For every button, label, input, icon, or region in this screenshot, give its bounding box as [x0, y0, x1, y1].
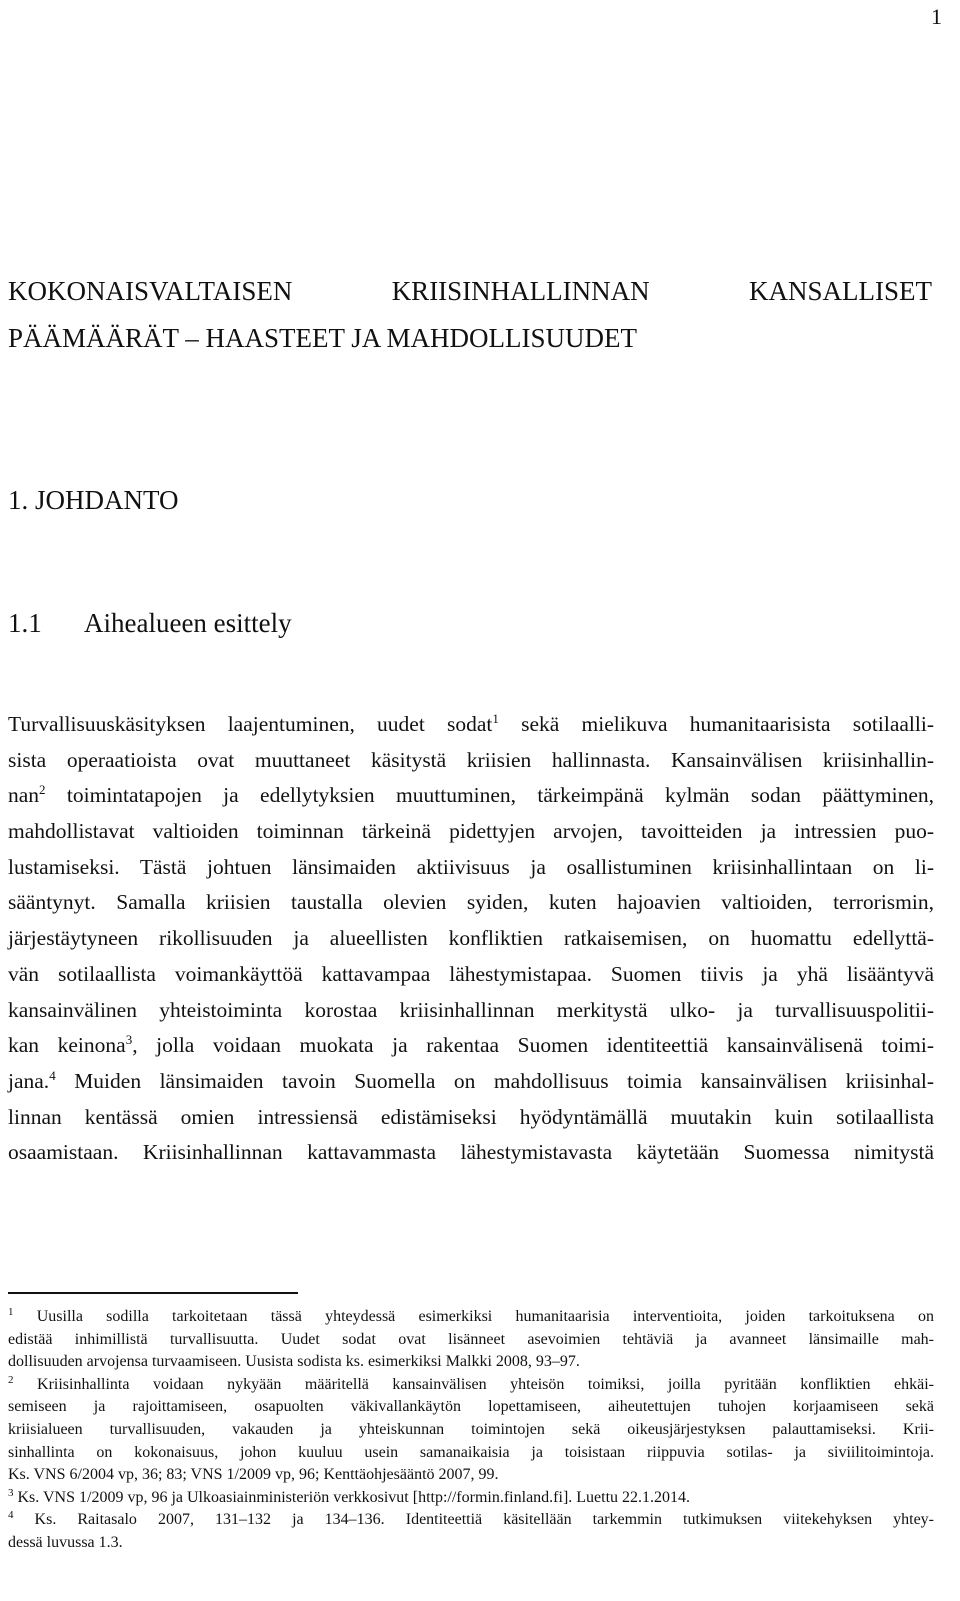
- footnote-ref[interactable]: 3: [125, 1032, 133, 1048]
- footnotes: [8, 1306, 934, 1555]
- subsection-number: 1.1: [8, 608, 42, 638]
- footnote-1-line: $^1$ Uusilla sodilla tarkoitetaan tässä yhteydessä esimerkiksi humanitaarisia interventioita, joiden tarkoituksena on: [8, 1306, 934, 1325]
- page-number: 1: [931, 4, 942, 29]
- body-line: jana.$^4$ Muiden länsimaiden tavoin Suomella on mahdollisuus toimia kansainvälisen kriisinhal-: [8, 1067, 934, 1093]
- footnote-marker: 3: [8, 1486, 14, 1499]
- body-line: järjestäytyneen rikollisuuden ja alueellisten konfliktien ratkaisemisen, on huomattu edellyttä-: [8, 926, 934, 951]
- footnote-2-line: semiseen ja rajoittamiseen, osapuolten väkivallankäytön lopettamiseen, aiheutettujen tuhojen korjaamiseen sekä: [8, 1398, 934, 1416]
- body-line: kansainvälinen yhteistoiminta korostaa kriisinhallinnan merkitystä ulko- ja turvallisuuspolitii-: [8, 997, 934, 1022]
- body-line: lustamiseksi. Tästä johtuen länsimaiden aktiivisuus ja osallistuminen kriisinhallintaan on li-: [8, 854, 934, 879]
- footnote-separator: [8, 1292, 298, 1294]
- footnote-1-line: dollisuuden arvojensa turvaamiseen. Uusista sodista ks. esimerkiksi Malkki 2008, 93–97.: [8, 1353, 580, 1371]
- body-line: sista operaatioista ovat muuttaneet käsitystä kriisien hallinnasta. Kansainvälisen kriisinhallin-: [8, 747, 934, 772]
- footnote-2-line: sinhallinta on kokonaisuus, johon kuuluu usein samanaikaisia ja toisistaan riippuvia sotilas- ja siviilitoimintoja.: [8, 1443, 934, 1461]
- body-line: sääntynyt. Samalla kriisien taustalla olevien syiden, kuten hajoavien valtioiden, terrorismin,: [8, 890, 934, 915]
- subsection-title: Aihealueen esittely: [84, 608, 292, 638]
- footnote-ref[interactable]: 1: [492, 711, 499, 726]
- footnote-2-line: Ks. VNS 6/2004 vp, 36; 83; VNS 1/2009 vp, 96; Kenttäohjesääntö 2007, 99.: [8, 1466, 499, 1484]
- body-line: nan$^2$ toimintatapojen ja edellytyksien muuttuminen, tärkeimpänä kylmän sodan päättyminen,: [8, 782, 934, 808]
- document-title-line-2: PÄÄMÄÄRÄT – HAASTEET JA MAHDOLLISUUDET: [8, 323, 638, 353]
- body-line: linnan kentässä omien intressiensä edistämiseksi hyödyntämällä muutakin kuin sotilaallista: [8, 1104, 934, 1129]
- footnote-marker: 4: [8, 1509, 14, 1522]
- footnote-marker: 1: [8, 1306, 14, 1318]
- body-line: kan keinona$^3$, jolla voidaan muokata ja rakentaa Suomen identiteettiä kansainvälisenä toimi-: [8, 1032, 934, 1058]
- subsection-heading: [8, 608, 292, 639]
- body-paragraph: [8, 707, 934, 1171]
- body-line: vän sotilaallista voimankäyttöä kattavampaa lähestymistapaa. Suomen tiivis ja yhä lisääntyvä: [8, 961, 934, 986]
- section-heading: 1. JOHDANTO: [8, 485, 179, 515]
- footnote-3-line: $^3$ Ks. VNS 1/2009 vp, 96 ja Ulkoasiainministeriön verkkosivut [http://formin.finland.fi]. Luettu 22.1.2014.: [8, 1486, 691, 1506]
- title-word-1: KOKONAISVALTAISEN: [8, 276, 293, 306]
- footnote-4-line: $^4$ Ks. Raitasalo 2007, 131–132 ja 134–136. Identiteettiä käsitellään tarkemmin tutkimuksen viitekehyksen yhtey-: [8, 1509, 934, 1529]
- title-word-2: KRIISINHALLINNAN: [391, 276, 650, 306]
- footnote-marker: 2: [8, 1373, 14, 1386]
- footnote-ref[interactable]: 4: [49, 1067, 56, 1083]
- footnote-ref[interactable]: 2: [39, 782, 46, 798]
- body-line: Turvallisuuskäsityksen laajentuminen, uudet sodat$^1$ sekä mielikuva humanitaarisista sotilaalli-: [8, 711, 935, 736]
- footnote-2-line: $^2$ Kriisinhallinta voidaan nykyään määritellä kansainvälisen yhteisön toimiksi, joilla pyritään konfliktien ehkäi-: [8, 1373, 934, 1393]
- title-word-3: KANSALLISET: [748, 276, 932, 306]
- footnote-2-line: kriisialueen turvallisuuden, vakauden ja yhteiskunnan toimintojen sekä oikeusjärjestyksen palauttamiseksi. Krii-: [8, 1420, 934, 1438]
- body-line: osaamistaan. Kriisinhallinnan kattavammasta lähestymistavasta käytetään Suomessa nimitystä: [8, 1140, 934, 1165]
- footnote-4-line: dessä luvussa 1.3.: [8, 1533, 123, 1551]
- body-line: mahdollistavat valtioiden toiminnan tärkeinä pidettyjen arvojen, tavoitteiden ja intressien puo-: [8, 819, 934, 844]
- footnote-1-line: edistää inhimillistä turvallisuutta. Uudet sodat ovat lisänneet asevoimien tehtäviä ja avanneet länsimaille mah-: [8, 1330, 934, 1348]
- document-title-line-1: [8, 276, 932, 307]
